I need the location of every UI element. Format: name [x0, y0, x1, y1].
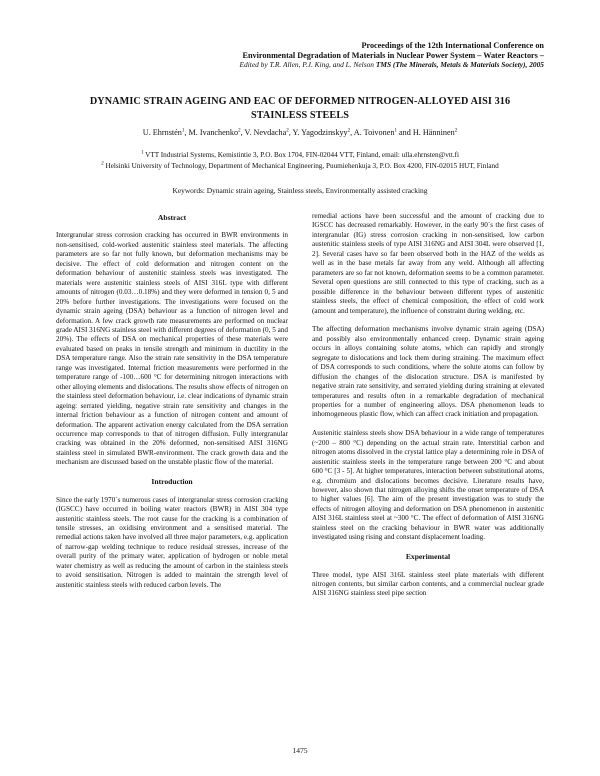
- author-list: [40, 128, 560, 138]
- paper-title: [60, 95, 540, 123]
- page-number: 1475: [292, 746, 308, 755]
- author-6-affil: 2: [454, 128, 458, 134]
- author-3: , V. Nevdacha: [240, 128, 287, 137]
- affiliation-2: [40, 161, 560, 172]
- author-3-affil: 2: [286, 128, 289, 134]
- abstract-heading: Abstract: [157, 213, 187, 222]
- header-editors: Edited by T.R. Allen, P.J. King, and L. Nelson: [239, 60, 374, 70]
- keywords: Keywords: Dynamic strain ageing, Stainless steels, Environmentally assisted cracking: [172, 186, 428, 195]
- affiliation-1-marker: 1: [140, 150, 144, 156]
- author-4-affil: 2: [347, 128, 351, 134]
- author-1-affil: 1: [181, 128, 185, 134]
- author-1: U. Ehrnstén: [142, 128, 182, 137]
- title-line-2: STAINLESS STEELS: [251, 110, 349, 121]
- author-6: and H. Hänninen: [396, 128, 455, 137]
- paragraph-2: The affecting deformation mechanisms involve dynamic strain ageing (DSA) and possibly also environmentally enhanced creep. Dynamic strain ageing occurs in alloys containing solute atoms, which can rapidly and strongly segregate to dislocations and lock them during straining. The maximum effect of DSA corresponds to such conditions, where the solute atoms can follow by diffusion the changes of the dislocation structure. DSA is manifested by negative strain rate sensitivity, and serrated yielding during straining at elevated temperatures and results often in a remarkable degradation of mechanical properties for a number of engineering alloys. DSA phenomenon leads to inhomogeneous plastic flow, which can affect crack initiation and propagation.: [312, 325, 544, 419]
- header-publisher: TMS (The Minerals, Metals & Materials Society), 2005: [375, 60, 544, 70]
- header-line-1: Proceedings of the 12th International Conference on: [361, 41, 544, 50]
- header-line-2: Environmental Degradation of Materials in Nuclear Power System – Water Reactors –: [242, 50, 544, 60]
- paragraph-1: remedial actions have been successful and the amount of cracking due to IGSCC has decreased remarkably. However, in the early 90´s the first cases of intergranular (IG) stress corrosion cracking in non-sensitised, low carbon austenitic stainless steels of type AISI 316NG and AISI 304L were observed [1, 2]. Several cases have so far been observed both in the HAZ of the welds as well as in the base metals far away from any weld. Although all affecting parameters are so far not known, deformation seems to be a common parameter. Several open questions are still connected to this type of cracking, such as a possible difference in the behaviour between different types of austenitic stainless steels, the effect of chemical composition, the effect of cold work (amount and temperature), the influence of constraint during welding, etc.: [312, 212, 544, 315]
- author-5-affil: 1: [394, 128, 397, 134]
- paragraph-4: Three model, type AISI 316L stainless steel plate materials with different nitrogen contents, but similar carbon contents, and a commercial nuclear grade AISI 316NG stainless steel pipe section: [312, 570, 544, 598]
- affiliations: [40, 150, 560, 172]
- experimental-heading: Experimental: [405, 552, 451, 562]
- author-4: , Y. Yagodzinskyy: [288, 128, 348, 137]
- author-2-affil: 2: [238, 128, 241, 134]
- affiliation-1: [40, 150, 560, 161]
- affiliation-2-marker: 2: [101, 161, 104, 167]
- right-column: [312, 212, 544, 608]
- author-5: , A. Toivonen: [350, 128, 395, 137]
- author-2: , M. Ivanchenko: [184, 128, 239, 137]
- header-line-3: [124, 60, 544, 70]
- introduction-text: Since the early 1970´s numerous cases of intergranular stress corrosion cracking (IGSCC) have occurred in boiling water reactors (BWR) in AISI 304 type austenitic stainless steels. The root cause for the cracking is a combination of tensile stresses, an oxidising environment and a sensitised material. The remedial actions taken have involved all three major parameters, e.g. application of narrow-gap welding technique to reduce residual stresses, increase of the overall purity of the primary water, application of hydrogen or noble metal water chemistry as well as reducing the amount of carbon in the stainless steels to avoid sensitisation. Nitrogen is added to maintain the strength level of austenitic stainless steels with reduced carbon levels. The: [56, 495, 288, 589]
- proceedings-header: [124, 41, 544, 70]
- abstract-text: Intergranular stress corrosion cracking has occurred in BWR environments in non-sensitised, cold-worked austenitic stainless steel materials. The affecting parameters are so far not fully known, but deformation mechanisms may be decisive. The effect of cold deformation and nitrogen content on the deformation behaviour of austenitic stainless steels was investigated. The materials were austenitic stainless steels of AISI 316L type with different amounts of nitrogen (0.03…0.18%) and they were deformed in tension 0, 5 and 20% before further investigations. The investigations were focused on the dynamic strain ageing (DSA) behaviour as a function of nitrogen level and deformation. A few crack growth rate measurements are performed on nuclear grade AISI 316NG stainless steel with different degrees of deformation (0, 5 and 20%). The effects of DSA on mechanical properties of these materials were evaluated based on peaks in tensile strength and minimum in ductility in the DSA temperature range. Also the strain rate sensitivity in the DSA temperature range was investigated. Internal friction measurements were performed in the temperature range of -100…600 °C for determining nitrogen interactions with other alloying elements and dislocations. The results show effects of nitrogen on the stainless steel deformation behaviour, i.e. clear indications of dynamic strain ageing: serrated yielding, negative strain rate sensitivity and changes in the internal friction behaviour as a function of nitrogen content and amount of deformation. The apparent activation energy calculated from the DSA serration occurrence map corresponds to that of nitrogen diffusion. Fully intergranular cracking was obtained in the 20% deformed, non-sensitised AISI 316NG stainless steel in simulated BWR-environment. The crack growth data and the mechanism are discussed based on the unstable plastic flow of the material.: [56, 231, 288, 467]
- title-line-1: DYNAMIC STRAIN AGEING AND EAC OF DEFORMED NITROGEN-ALLOYED AISI 316: [89, 96, 511, 107]
- affiliation-1-text: VTT Industrial Systems, Kemistintie 3, P.O. Box 1704, FIN-02044 VTT, Finland, email: ulla.ehrnsten@vtt.fi: [143, 151, 460, 159]
- affiliation-2-text: Helsinki University of Technology, Department of Mechanical Engineering, Puumiehenkuja 3, P.O. Box 4200, FIN-02015 HUT, Finland: [103, 162, 499, 171]
- left-column: [56, 213, 288, 600]
- introduction-heading: Introduction: [151, 477, 193, 487]
- paragraph-3: Austenitic stainless steels show DSA behaviour in a wide range of temperatures (~200 – 800 °C) depending on the actual strain rate. Interstitial carbon and nitrogen atoms dissolved in the crystal lattice play a determining role in DSA of austenitic stainless steels in the temperature range between 200 °C and about 600 °C [3 - 5]. At higher temperatures, interaction between substitutional atoms, e.g. chromium and dislocations becomes decisive. Literature results have, however, also shown that nitrogen alloying shifts the onset temperature of DSA to higher values [6]. The aim of the present investigation was to study the effects of nitrogen alloying and deformation on DSA phenomenon in austenitic AISI 316L stainless steel at ~300 °C. The effect of deformation of AISI 316NG stainless steel on the cracking behaviour in BWR water was additionally investigated using rising and constant displacement loading.: [312, 429, 544, 542]
